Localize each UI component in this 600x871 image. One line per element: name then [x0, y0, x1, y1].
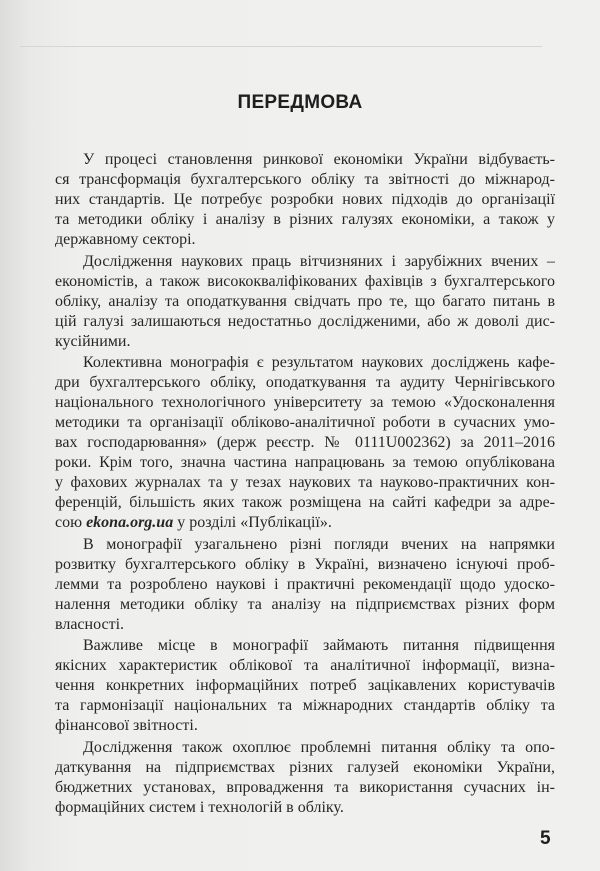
text-line: Дослідження також охоплює проблемні питання обліку та опо-	[83, 738, 555, 756]
text-line: методики та організації обліково-аналітичної роботи в сучасних умо-	[55, 414, 555, 432]
text-line: кусійними.	[55, 332, 131, 350]
text-line: У процесі становлення ринкової економіки України відбуваєть-	[83, 151, 555, 168]
text-line: них стандартів. Це потребує розробки нових підходів до організації	[55, 191, 555, 208]
text-line: даткування на підприємствах різних галузей економіки України,	[55, 758, 555, 776]
text-line: формаційних систем і технологій в обліку.	[55, 798, 344, 816]
text-line: налення методики обліку та аналізу на підприємствах різних форм	[55, 595, 555, 613]
text-line	[55, 513, 555, 533]
text-line: розвитку бухгалтерського обліку в Україні, визначено існуючі проб-	[55, 555, 555, 573]
paragraph	[55, 535, 555, 635]
page-title: ПЕРЕДМОВА	[237, 92, 363, 113]
text-line: та методики обліку і аналізу в різних галузях економіки, а також у	[55, 211, 555, 228]
paragraph	[55, 252, 555, 352]
paragraph	[55, 150, 555, 250]
preface-body	[55, 150, 555, 820]
text-line: Дослідження наукових праць вітчизняних і зарубіжних вчених –	[83, 252, 555, 270]
text-line: цій галузі залишаються недостатньо дослідженими, або ж доволі дис-	[55, 312, 555, 330]
text-line: Колективна монографія є результатом наукових досліджень кафе-	[83, 354, 555, 372]
paragraph	[55, 636, 555, 736]
text-line: Важливе місце в монографії займають питання підвищення	[83, 637, 555, 655]
text-segment: у розділі «Публікації».	[173, 514, 332, 532]
text-line: національного технологічного університету за темою «Удосконалення	[55, 394, 555, 412]
text-line: В монографії узагальнено різні погляди вчених на напрямки	[83, 535, 555, 553]
paragraph	[55, 353, 555, 533]
text-line: ференцій, більшість яких також розміщена на сайті кафедри за адре-	[55, 494, 555, 512]
text-line: економістів, а також висококваліфікованих фахівців з бухгалтерського	[55, 272, 555, 290]
text-line: роки. Крім того, значна частина напрацювань за темою опублікована	[55, 454, 555, 472]
text-line: обліку, аналізу та оподаткування свідчать про те, що багато питань в	[55, 292, 555, 310]
text-line: та гармонізації національних та міжнародних стандартів обліку та	[55, 697, 555, 715]
text-line: дри бухгалтерського обліку, оподаткування та аудиту Чернігівського	[55, 374, 555, 392]
text-line: власності.	[55, 615, 125, 633]
text-line: вах господарювання» (держ реєстр. № 0111U002362) за 2011–2016	[55, 434, 555, 452]
text-segment: сою	[55, 514, 87, 532]
show-through-rule	[20, 46, 542, 47]
text-line: чення конкретних інформаційних потреб зацікавлених користувачів	[55, 677, 555, 695]
website-link: ekona.org.ua	[86, 514, 174, 532]
text-line: державному секторі.	[55, 231, 196, 248]
text-line: якісних характеристик облікової та аналітичної інформації, визна-	[55, 657, 555, 675]
page-number: 5	[540, 828, 551, 849]
text-line: фінансової звітності.	[55, 717, 198, 735]
text-line: у фахових журналах та у тезах наукових та науково-практичних кон-	[55, 474, 555, 492]
paragraph	[55, 738, 555, 818]
text-line: лемми та розроблено наукові і практичні рекомендації щодо удоско-	[55, 575, 555, 593]
text-line: бюджетних установах, впровадження та використання сучасних ін-	[55, 778, 555, 796]
text-line: ся трансформація бухгалтерського обліку та звітності до міжнарод-	[55, 171, 555, 188]
